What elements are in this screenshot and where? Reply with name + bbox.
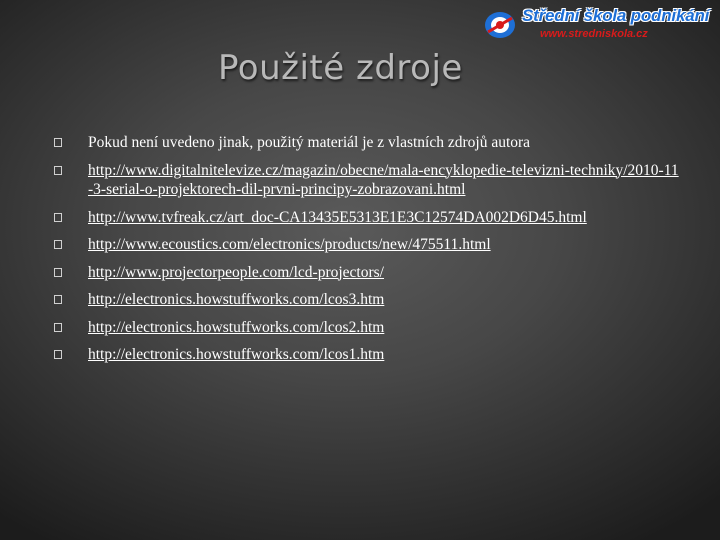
square-bullet-icon — [54, 350, 62, 359]
logo-website: www.stredniskola.cz — [540, 28, 648, 40]
source-link[interactable]: http://www.projectorpeople.com/lcd-projectors/ — [88, 263, 384, 281]
list-item — [0, 208, 720, 228]
list-item — [0, 290, 720, 310]
square-bullet-icon — [54, 166, 62, 175]
square-bullet-icon — [54, 323, 62, 332]
source-link[interactable]: http://electronics.howstuffworks.com/lcos3.htm — [88, 291, 385, 308]
list-item — [0, 133, 720, 153]
list-item — [0, 318, 720, 338]
school-emblem-icon — [484, 10, 518, 40]
square-bullet-icon — [54, 138, 62, 147]
slide-title: Použité zdroje — [218, 48, 463, 88]
source-link[interactable]: http://www.ecoustics.com/electronics/products/new/475511.html — [88, 236, 491, 253]
list-item — [0, 345, 720, 365]
source-link[interactable]: http://www.digitalnitelevize.cz/magazin/obecne/mala-encyklopedie-televizni-techniky/2010-11-3-serial-o-projektorech-dil-prvni-principy-zobrazovani.html — [88, 161, 679, 198]
sources-list — [0, 133, 720, 373]
list-item — [0, 161, 720, 200]
square-bullet-icon — [54, 213, 62, 222]
source-note: Pokud není uvedeno jinak, použitý materiál je z vlastních zdrojů autora — [88, 134, 531, 151]
square-bullet-icon — [54, 268, 62, 277]
source-link[interactable]: http://www.tvfreak.cz/art_doc-CA13435E5313E1E3C12574DA002D6D45.html — [88, 208, 587, 226]
square-bullet-icon — [54, 240, 62, 249]
list-item — [0, 263, 720, 283]
square-bullet-icon — [54, 295, 62, 304]
school-logo — [484, 6, 710, 46]
source-link[interactable]: http://electronics.howstuffworks.com/lcos2.htm — [88, 318, 385, 336]
logo-school-name: Střední škola podnikání — [522, 6, 710, 25]
list-item — [0, 235, 720, 255]
source-link[interactable]: http://electronics.howstuffworks.com/lcos1.htm — [88, 346, 385, 363]
